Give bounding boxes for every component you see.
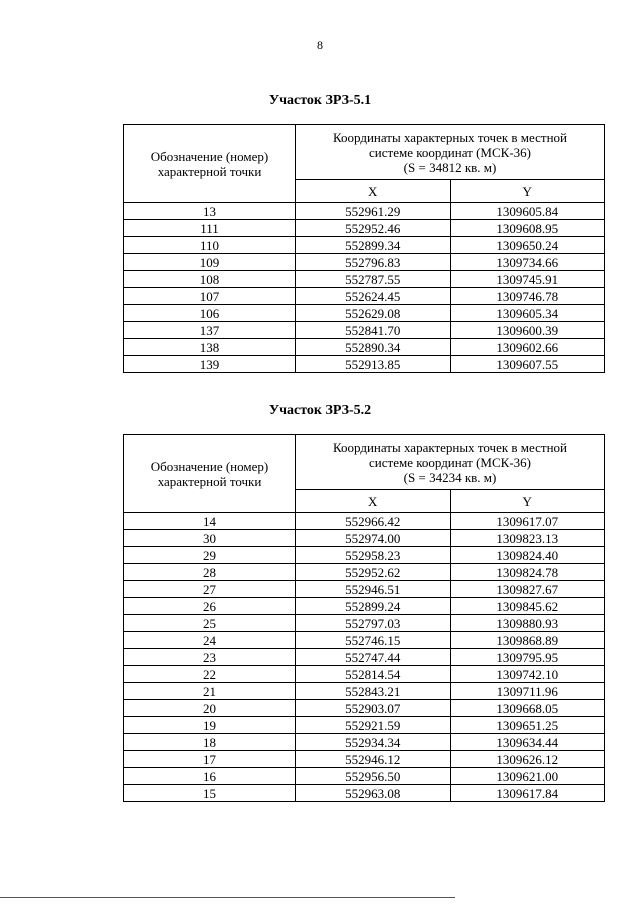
y-coordinate-cell: 1309605.34	[450, 305, 605, 322]
point-number-cell: 20	[124, 700, 296, 717]
page-number: 8	[317, 38, 323, 52]
table-row	[124, 768, 605, 785]
x-coordinate-cell: 552787.55	[296, 271, 451, 288]
x-coordinate-cell: 552921.59	[296, 717, 451, 734]
x-coordinate-cell: 552952.46	[296, 220, 451, 237]
table-row	[124, 615, 605, 632]
x-coordinate-cell: 552961.29	[296, 203, 451, 220]
table-row	[124, 288, 605, 305]
y-coordinate-cell: 1309745.91	[450, 271, 605, 288]
table-row	[124, 547, 605, 564]
point-number-cell: 137	[124, 322, 296, 339]
point-number-cell: 106	[124, 305, 296, 322]
x-coordinate-cell: 552899.34	[296, 237, 451, 254]
x-coordinate-cell: 552746.15	[296, 632, 451, 649]
y-coordinate-cell: 1309608.95	[450, 220, 605, 237]
x-coordinate-cell: 552890.34	[296, 339, 451, 356]
y-coordinate-cell: 1309823.13	[450, 530, 605, 547]
y-coordinate-cell: 1309650.24	[450, 237, 605, 254]
table-row	[124, 254, 605, 271]
coordinates-header	[296, 435, 605, 490]
table-body	[124, 203, 605, 373]
x-coordinate-cell: 552963.08	[296, 785, 451, 802]
x-coordinate-cell: 552934.34	[296, 734, 451, 751]
table-row	[124, 237, 605, 254]
y-coordinate-cell: 1309600.39	[450, 322, 605, 339]
designation-header-line: характерной точки	[157, 473, 262, 489]
y-coordinate-cell: 1309868.89	[450, 632, 605, 649]
table-row	[124, 598, 605, 615]
point-number-cell: 139	[124, 356, 296, 373]
y-coordinate-cell: 1309824.78	[450, 564, 605, 581]
table-row	[124, 322, 605, 339]
coordinates-header-line: Координаты характерных точек в местной	[332, 129, 567, 145]
point-number-cell: 23	[124, 649, 296, 666]
point-number-cell: 110	[124, 237, 296, 254]
y-coordinate-cell: 1309621.00	[450, 768, 605, 785]
table-row	[124, 220, 605, 237]
x-coordinate-cell: 552913.85	[296, 356, 451, 373]
designation-header-line: Обозначение (номер)	[150, 458, 269, 474]
y-coordinate-cell: 1309827.67	[450, 581, 605, 598]
x-coordinate-cell: 552974.00	[296, 530, 451, 547]
y-column-header: Y	[450, 490, 605, 513]
point-number-cell: 26	[124, 598, 296, 615]
y-coordinate-cell: 1309626.12	[450, 751, 605, 768]
x-column-header: X	[296, 180, 451, 203]
x-coordinate-cell: 552946.12	[296, 751, 451, 768]
table-row	[124, 564, 605, 581]
y-coordinate-cell: 1309607.55	[450, 356, 605, 373]
x-coordinate-cell: 552841.70	[296, 322, 451, 339]
y-coordinate-cell: 1309742.10	[450, 666, 605, 683]
x-column-header: X	[296, 490, 451, 513]
table-row	[124, 700, 605, 717]
table-row	[124, 666, 605, 683]
table-row	[124, 305, 605, 322]
point-number-cell: 19	[124, 717, 296, 734]
table-row	[124, 271, 605, 288]
y-coordinate-cell: 1309711.96	[450, 683, 605, 700]
y-coordinate-cell: 1309824.40	[450, 547, 605, 564]
point-number-cell: 16	[124, 768, 296, 785]
x-coordinate-cell: 552624.45	[296, 288, 451, 305]
point-number-cell: 18	[124, 734, 296, 751]
point-number-cell: 109	[124, 254, 296, 271]
y-coordinate-cell: 1309617.84	[450, 785, 605, 802]
section-title: Участок ЗРЗ-5.1	[268, 93, 372, 108]
point-number-cell: 17	[124, 751, 296, 768]
table-row	[124, 203, 605, 220]
table-row	[124, 649, 605, 666]
x-coordinate-cell: 552956.50	[296, 768, 451, 785]
x-coordinate-cell: 552958.23	[296, 547, 451, 564]
point-number-cell: 138	[124, 339, 296, 356]
table-row	[124, 751, 605, 768]
table-row	[124, 717, 605, 734]
coordinates-header-line: системе координат (МСК-36)	[369, 454, 531, 470]
y-coordinate-cell: 1309746.78	[450, 288, 605, 305]
y-coordinate-cell: 1309668.05	[450, 700, 605, 717]
y-coordinate-cell: 1309602.66	[450, 339, 605, 356]
y-coordinate-cell: 1309605.84	[450, 203, 605, 220]
x-coordinate-cell: 552797.03	[296, 615, 451, 632]
x-coordinate-cell: 552952.62	[296, 564, 451, 581]
point-number-cell: 27	[124, 581, 296, 598]
coordinates-table	[123, 124, 605, 373]
point-number-cell: 14	[124, 513, 296, 530]
x-coordinate-cell: 552899.24	[296, 598, 451, 615]
coordinates-header	[296, 125, 605, 180]
footer-divider	[0, 897, 455, 898]
area-label: (S = 34812 кв. м)	[403, 159, 497, 175]
table-row	[124, 785, 605, 802]
point-number-cell: 25	[124, 615, 296, 632]
point-number-cell: 15	[124, 785, 296, 802]
x-coordinate-cell: 552814.54	[296, 666, 451, 683]
designation-header-line: характерной точки	[157, 163, 262, 179]
x-coordinate-cell: 552629.08	[296, 305, 451, 322]
y-coordinate-cell: 1309880.93	[450, 615, 605, 632]
x-coordinate-cell: 552903.07	[296, 700, 451, 717]
y-coordinate-cell: 1309617.07	[450, 513, 605, 530]
x-coordinate-cell: 552966.42	[296, 513, 451, 530]
x-coordinate-cell: 552796.83	[296, 254, 451, 271]
x-coordinate-cell: 552843.21	[296, 683, 451, 700]
y-coordinate-cell: 1309795.95	[450, 649, 605, 666]
table-body	[124, 513, 605, 802]
x-coordinate-cell: 552747.44	[296, 649, 451, 666]
point-number-cell: 29	[124, 547, 296, 564]
x-coordinate-cell: 552946.51	[296, 581, 451, 598]
table-row	[124, 530, 605, 547]
point-number-cell: 30	[124, 530, 296, 547]
y-coordinate-cell: 1309845.62	[450, 598, 605, 615]
point-number-cell: 107	[124, 288, 296, 305]
table-row	[124, 683, 605, 700]
designation-header-line: Обозначение (номер)	[150, 148, 269, 164]
table-row	[124, 581, 605, 598]
table-row	[124, 513, 605, 530]
table-row	[124, 734, 605, 751]
point-number-cell: 108	[124, 271, 296, 288]
table-row	[124, 339, 605, 356]
y-coordinate-cell: 1309651.25	[450, 717, 605, 734]
designation-header	[124, 125, 296, 203]
point-number-cell: 13	[124, 203, 296, 220]
table-row	[124, 632, 605, 649]
designation-header	[124, 435, 296, 513]
point-number-cell: 28	[124, 564, 296, 581]
point-number-cell: 21	[124, 683, 296, 700]
table-header-row	[124, 125, 605, 180]
coordinates-table	[123, 434, 605, 802]
y-coordinate-cell: 1309734.66	[450, 254, 605, 271]
coordinates-header-line: Координаты характерных точек в местной	[332, 439, 567, 455]
point-number-cell: 22	[124, 666, 296, 683]
section-title: Участок ЗРЗ-5.2	[268, 403, 372, 418]
y-coordinate-cell: 1309634.44	[450, 734, 605, 751]
table-row	[124, 356, 605, 373]
coordinates-header-line: системе координат (МСК-36)	[369, 144, 531, 160]
point-number-cell: 24	[124, 632, 296, 649]
y-column-header: Y	[450, 180, 605, 203]
area-label: (S = 34234 кв. м)	[403, 469, 497, 485]
table-header-row	[124, 435, 605, 490]
point-number-cell: 111	[124, 220, 296, 237]
